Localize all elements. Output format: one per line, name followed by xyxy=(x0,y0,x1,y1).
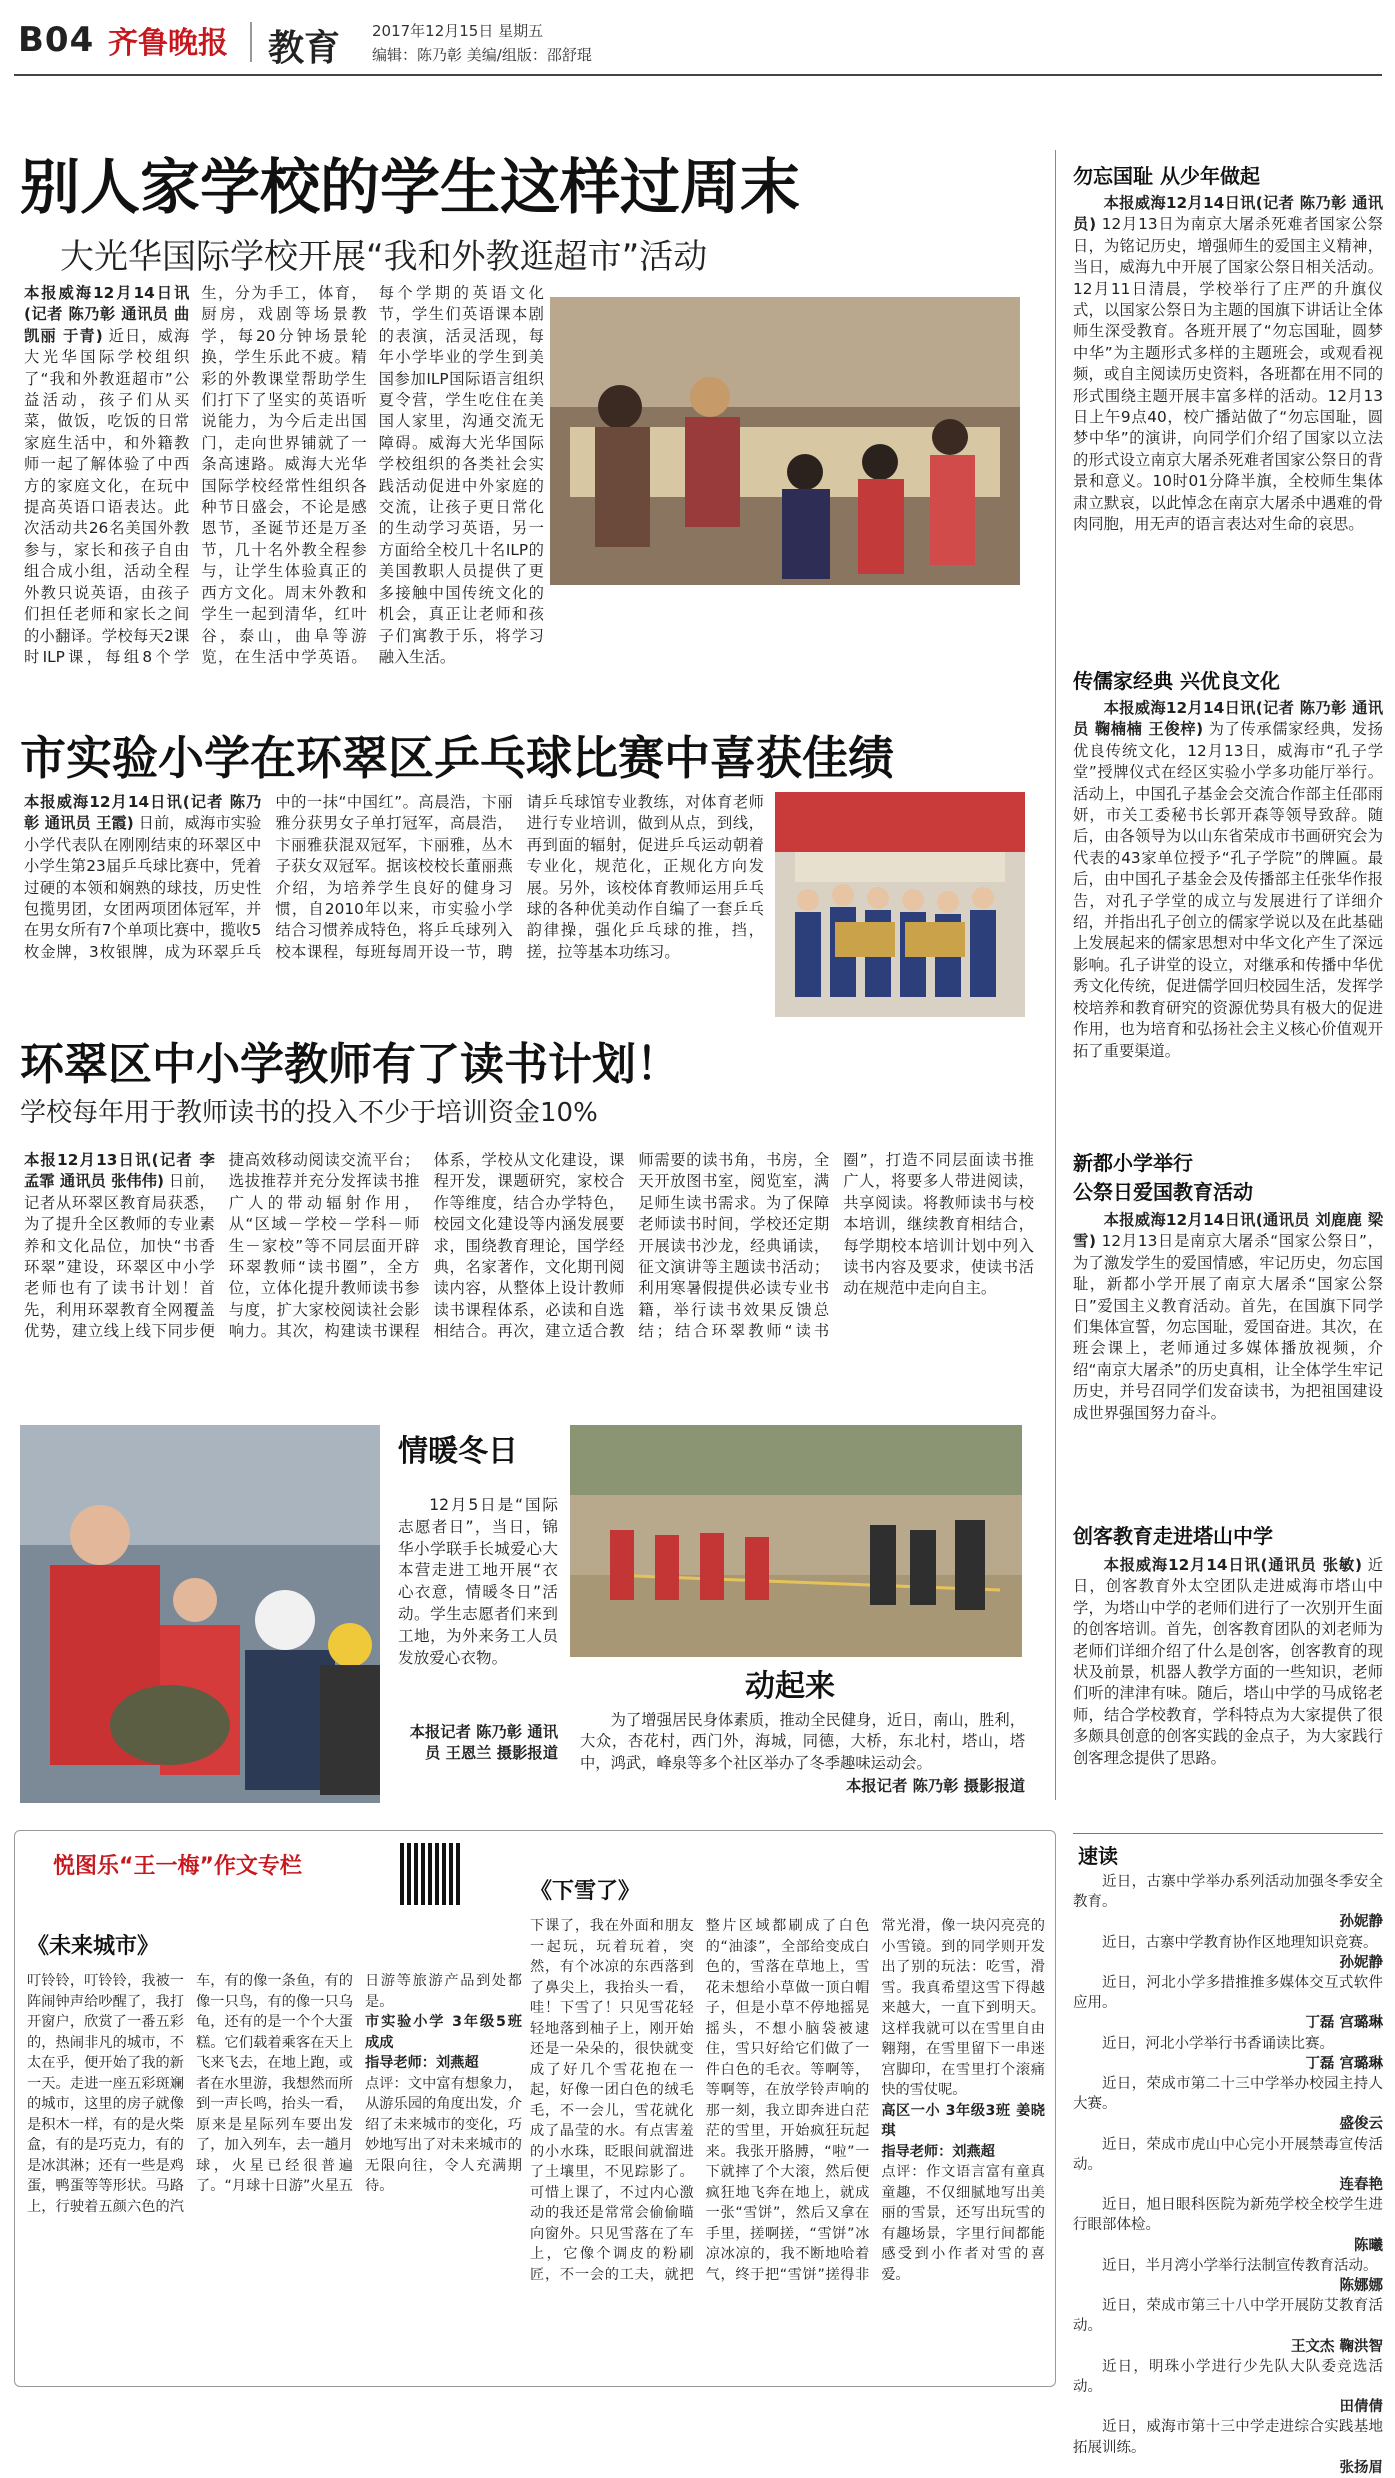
right-story3-text: 12月13日是南京大屠杀“国家公祭日”，为了激发学生的爱国情感，牢记历史，勿忘国耻，新都小学开展了南京大屠杀“国家公祭日”爱国主义教育活动。首先，在国旗下同学们集体宣誓，勿忘国耻，爱国奋进。其次，在班会课上，老师通过多媒体播放视频，介绍“南京大屠杀”的历史真相，让全体学生牢记历史，并号召同学们发奋读书，为把祖国建设成世界强国努力奋斗。 xyxy=(1073,1232,1383,1422)
story5-photo xyxy=(570,1425,1022,1657)
brief-item-author: 王文杰 鞠洪智 xyxy=(1290,2338,1383,2355)
issue-date: 2017年12月15日 星期五 xyxy=(372,22,544,40)
masthead xyxy=(0,0,1395,70)
brief-item-author: 孙妮静 xyxy=(1339,1954,1383,1971)
brief-item-author: 丁磊 宫璐琳 xyxy=(1305,2055,1383,2072)
story4-body: 12月5日是“国际志愿者日”，当日，锦华小学联手长城爱心大本营走进工地开展“衣心衣意，情暖冬日”活动。学生志愿者们来到工地，为外来务工人员发放爱心衣物。 xyxy=(398,1496,558,1667)
story4-headline: 情暖冬日 xyxy=(398,1434,518,1469)
masthead-divider xyxy=(250,22,252,62)
right-story3-body xyxy=(1073,1210,1383,1510)
masthead-rule xyxy=(14,74,1382,76)
brief-item-text: 近日，威海市第十三中学走进综合实践基地拓展训练。 xyxy=(1073,2419,1383,2456)
essay2-author: 高区一小 3年级3班 姜晓琪 xyxy=(881,2102,1045,2139)
story2-body xyxy=(24,792,764,1027)
right-story3-byline: 本报威海12月14日讯(通讯员 刘鹿鹿 梁雪) xyxy=(1073,1211,1383,1251)
right-story4-title: 创客教育走进塔山中学 xyxy=(1073,1524,1273,1548)
story1-subhead: 大光华国际学校开展“我和外教逛超市”活动 xyxy=(60,237,708,277)
right-story1-body xyxy=(1073,193,1383,655)
newspaper-logo: 齐鲁晚报 xyxy=(108,26,228,61)
essay-box-title: 悦图乐“王一梅”作文专栏 xyxy=(53,1854,302,1879)
story3-body xyxy=(24,1150,1034,1390)
right-story1-title: 勿忘国耻 从少年做起 xyxy=(1073,164,1260,188)
essay2-title: 《下雪了》 xyxy=(530,1879,641,1904)
story1-byline: 本报威海12月14日讯(记者 陈乃彰 通讯员 曲凯丽 于青) xyxy=(24,284,190,345)
brief-item-author: 田倩倩 xyxy=(1339,2399,1383,2416)
essay2-teacher: 指导老师：刘燕超 xyxy=(881,2143,995,2160)
essay2-comment: 点评：作文语言富有童真童趣，不仅细腻地写出美丽的雪景，还写出玩雪的有趣场景，字里行间都能感受到小作者对雪的喜爱。 xyxy=(881,2164,1045,2283)
page-number: B04 xyxy=(18,20,95,60)
story3-byline: 本报12月13日讯(记者 李孟霏 通讯员 张伟伟) xyxy=(24,1151,215,1191)
right-story1-text: 12月13日为南京大屠杀死难者国家公祭日，为铭记历史，增强师生的爱国主义精神，当日，威海九中开展了国家公祭日相关活动。12月11日清晨，学校举行了庄严的升旗仪式，以国家公祭日为主题的国旗下讲话让全体师生深受教育。各班开展了“勿忘国耻，圆梦中华”为主题形式多样的主题班会，或观看视频，或自主阅读历史资料，各班都在用不同的形式围绕主题开展丰富多样的活动。12月13日上午9点40，校广播站做了“勿忘国耻，圆梦中华”的演讲，向同学们介绍了国家以立法的形式设立南京大屠杀死难者国家公祭日的背景和意义。10时01分降半旗，全校师生集体肃立默哀，以此悼念在南京大屠杀中遇难的骨肉同胞，用无声的语言表达对生命的哀思。 xyxy=(1073,215,1383,534)
right-story1-byline: 本报威海12月14日讯(记者 陈乃彰 通讯员) xyxy=(1073,194,1383,234)
story5-body: 为了增强居民身体素质，推动全民健身，近日，南山，胜利，大众，杏花村，西门外，海城，同德，大桥，东北村，塔山，塔中，鸿武，峰泉等多个社区举办了冬季趣味运动会。 xyxy=(580,1711,1025,1772)
right-story4-byline: 本报威海12月14日讯(通讯员 张敏) xyxy=(1103,1556,1362,1574)
essay1-body xyxy=(27,1971,522,2376)
brief-item-text: 近日，旭日眼科医院为新苑学校全校学生进行眼部体检。 xyxy=(1073,2197,1383,2234)
right-story2-body xyxy=(1073,698,1383,1138)
right-story2-byline: 本报威海12月14日讯(记者 陈乃彰 通讯员 鞠楠楠 王俊梓) xyxy=(1073,699,1383,739)
right-story3-title-line2: 公祭日爱国教育活动 xyxy=(1073,1180,1253,1204)
essay-box xyxy=(14,1830,1056,2387)
brief-item-author: 陈曦 xyxy=(1354,2237,1383,2254)
story1-body xyxy=(24,283,544,703)
brief-item-author: 盛俊云 xyxy=(1339,2116,1383,2133)
right-story3-title-line1: 新都小学举行 xyxy=(1073,1151,1193,1175)
story2-byline: 本报威海12月14日讯(记者 陈乃彰 通讯员 王霞) xyxy=(24,793,262,833)
brief-item-text: 近日，古寨中学举办系列活动加强冬季安全教育。 xyxy=(1073,1874,1383,1911)
column-rule xyxy=(1055,150,1056,1800)
essay1-teacher: 指导老师：刘燕超 xyxy=(365,2055,479,2071)
story1-text: 近日，威海大光华国际学校组织了“我和外教逛超市”公益活动，孩子们从买菜，做饭，吃饭的日常家庭生活中，和外籍教师一起了解体验了中西方的家庭文化，在玩中提高英语口语表达。此次活动共26名美国外教参与，家长和孩子自由组合成小组，活动全程外教只说英语，由孩子们担任老师和家长之间的小翻译。学校每天2课时ILP课，每组8个学生，分为手工，体育，厨房，戏剧等场景教学，每20分钟场景轮换，学生乐此不疲。精彩的外教课堂帮助学生们打下了坚实的英语听说能力，为今后走出国门，走向世界铺就了一条高速路。威海大光华国际学校经常性组织各种节日盛会，不论是感恩节，圣诞节还是万圣节，几十名外教全程参与，让学生体验真正的西方文化。周末外教和学生一起到清华，红叶谷，泰山，曲阜等游览，在生活中学英语。每个学期的英语文化节，学生们英语课本剧的表演，活灵活现，每年小学毕业的学生到美国参加ILP国际语言组织夏令营，学生吃住在美国人家里，沟通交流无障碍。威海大光华国际学校组织的各类社会实践活动促进中外家庭的交流，让孩子更日常化的生动学习英语，另一方面给全校几十名ILP的美国教职人员提供了更多接触中国传统文化的机会，真正让老师和孩子们寓教于乐，将学习融入生活。 xyxy=(24,284,544,666)
brief-divider xyxy=(1073,1833,1383,1834)
brief-item-author: 陈娜娜 xyxy=(1339,2278,1383,2295)
right-story4-text: 近日，创客教育外太空团队走进威海市塔山中学，为塔山中学的老师们进行了一次别开生面的创客培训。首先，创客教育团队的刘老师为老师们详细介绍了什么是创客，创客教育的现状及前景，机器人教学方面的一些知识，老师们听的津津有味。随后，塔山中学的马成铭老师，结合学校教育，学科特点为大家提供了很多颇具创意的创客实践的金点子，为大家践行创客理念提供了思路。 xyxy=(1073,1556,1383,1767)
brief-item-author: 丁磊 宫璐琳 xyxy=(1305,2015,1383,2032)
essay1-comment: 点评：文中富有想象力，从游乐园的角度出发，介绍了未来城市的变化，巧妙地写出了对未来城市的无限向往，令人充满期待。 xyxy=(365,2075,522,2194)
brief-item-text: 近日，河北小学多措推推多媒体交互式软件应用。 xyxy=(1073,1975,1383,2012)
section-name: 教育 xyxy=(268,28,341,69)
editor-credits: 编辑：陈乃彰 美编/组版：邵舒琨 xyxy=(372,46,592,64)
brief-item-text: 近日，半月湾小学举行法制宣传教育活动。 xyxy=(1102,2257,1378,2274)
story1-body-cont xyxy=(550,592,1028,720)
brief-item-text: 近日，荣成市第二十三中学举办校园主持人大赛。 xyxy=(1073,2076,1383,2113)
brief-item-text: 近日，明珠小学进行少先队大队委竞选活动。 xyxy=(1073,2358,1383,2396)
story2-text: 日前，威海市实验小学代表队在刚刚结束的环翠区中小学生第23届乒乓球比赛中，凭着过硬的本领和娴熟的球技，历史性包揽男团，女团两项团体冠军，并在男女所有7个单项比赛中，揽收5枚金牌，3枚银牌，成为环翠乒乓中的一抹“中国红”。高晨浩，卞丽雅分获男女子单打冠军，高晨浩，卞丽雅获混双冠军，卞丽雅，丛木子获女双冠军。据该校校长董丽燕介绍，为培养学生良好的健身习惯，自2010年以来，市实验小学结合习惯养成特色，将乒乓球列入校本课程，每班每周开设一节，聘请乒乓球馆专业教练，对体育老师进行专业培训，做到从点，到线，再到面的辐射，促进乒乓运动朝着专业化，规范化，正规化方向发展。另外，该校体育教师运用乒乓球的各种优美动作自编了一套乒乓韵律操，强化乒乓球的推，挡，搓，拉等基本功练习。 xyxy=(24,793,764,961)
right-story4-body xyxy=(1073,1555,1383,1815)
right-story2-title: 传儒家经典 兴优良文化 xyxy=(1073,669,1280,693)
story5-credit: 本报记者 陈乃彰 摄影报道 xyxy=(846,1777,1025,1795)
brief-item-author: 孙妮静 xyxy=(1339,1914,1383,1931)
story2-photo xyxy=(775,792,1025,1017)
story3-text: 日前，记者从环翠区教育局获悉，为了提升全区教师的专业素养和文化品位，加快“书香环翠”建设，环翠区中小学老师也有了读书计划！首先，利用环翠教育全网覆盖优势，建立线上线下同步便捷高效移动阅读交流平台；选拔推荐并充分发挥读书推广人的带动辐射作用，从“区域－学校－学科－师生－家校”等不同层面开辟环翠教师“读书圈”，全方位，立体化提升教师读书参与度，扩大家校阅读社会影响力。其次，构建读书课程体系，学校从文化建设，课程开发，课题研究，家校合作等维度，结合办学特色，校园文化建设等内涵发展要求，围绕教育理论，国学经典，名家著作，文化期刊阅读内容，从整体上设计教师读书课程体系，必读和自选相结合。再次，建立适合教师需要的读书角，书房，全天开放图书室，阅览室，满足师生读书需求。为了保障老师读书时间，学校还定期开展读书沙龙，经典诵读，征文演讲等主题读书活动；利用寒暑假提供必读专业书籍，举行读书效果反馈总结；结合环翠教师“读书圈”，打造不同层面读书推广人，将要多人带进阅读，共享阅读。将教师读书与校本培训，继续教育相结合，每学期校本培训计划中列入读书内容及要求，使读书活动在规范中走向自主。 xyxy=(24,1151,1034,1341)
story4-credit: 本报记者 陈乃彰 通讯员 王恩兰 摄影报道 xyxy=(409,1723,558,1763)
brief-item-author: 连春艳 xyxy=(1339,2177,1383,2194)
story1-photo xyxy=(550,297,1020,585)
story5-headline: 动起来 xyxy=(745,1669,835,1704)
qr-code-icon xyxy=(400,1843,462,1905)
essay1-text: 叮铃铃，叮铃铃，我被一阵闹钟声给吵醒了，我打开窗户，欣赏了一番五彩的，热闹非凡的城市，不太在乎，便开始了我的新一天。走进一座五彩斑斓的城市，这里的房子就像是积木一样，有的是火柴盒，有的是巧克力，有的是冰淇淋；还有一些是鸡蛋，鸭蛋等等形状。马路上，行驶着五颜六色的汽车，有的像一条鱼，有的像一只鸟，有的像一只乌龟，还有的是一个个大蛋糕。它们载着乘客在天上飞来飞去，在地上跑，或者在水里游，我想然而所到一声长鸣，抬头一看，原来是星际列车要出发了，加入列车，去一趟月球，火星已经很普遍了。“月球十日游”火星五日游等旅游产品到处都是。 xyxy=(27,1973,522,2215)
story2-headline: 市实验小学在环翠区乒乓球比赛中喜获佳绩 xyxy=(20,731,894,785)
brief-list xyxy=(1073,1872,1383,2476)
right-story2-text: 为了传承儒家经典，发扬优良传统文化，12月13日，威海市“孔子学堂”授牌仪式在经区实验小学多功能厅举行。活动上，中国孔子基金会交流合作部主任邵雨妍，市关工委秘书长郭开森等领导致辞。随后，由各领导为以山东省荣成市书画研究会为代表的43家单位授予“孔子学院”的牌匾。最后，由中国孔子基金会及传播部主任张华作报告，对孔子学堂的成立与发展进行了详细介绍，并指出孔子创立的儒家学说以及在此基础上发展起来的儒家思想对中华文化产生了深远影响。孔子讲堂的设立，对继承和传播中华优秀文化传统，促进儒学回归校园生活，发挥学校培养和教育研究的资源优势具有极大的促进作用，也为培育和弘扬社会主义核心价值观开拓了重要渠道。 xyxy=(1073,720,1383,1060)
story3-subhead: 学校每年用于教师读书的投入不少于培训资金10% xyxy=(20,1098,598,1128)
essay2-text: 下课了，我在外面和朋友一起玩，玩着玩着，突然，有个冰凉的东西落到了鼻尖上，我抬头一看，哇！下雪了！只见雪花轻轻地落到柚子上，刚开始还是一朵朵的，很快就变成了好几个雪花抱在一起，好像一团白色的绒毛毛，不一会儿，雪花就化成了晶莹的水。有点害羞的小水珠，眨眼间就溜进了土壤里，不见踪影了。可惜上课了，不过内心激动的我还是常常会偷偷瞄向窗外。只见雪落在了车上，它像个调皮的粉刷匠，不一会的工夫，就把整片区域都刷成了白色的“油漆”，全部给变成白色的，雪落在草地上，雪花未想给小草做一顶白帽子，但是小草不停地摇晃摇头，不想小脑袋被逮住，雪只好给它们做了一件白色的毛衣。等啊等，等啊等，在放学铃声响的那一刻，我立即奔进白茫茫的雪里，开始疯狂玩起来。我张开胳膊，“啦”一下就摔了个大滚，然后便疯狂地飞奔在地上，就成一张“雪饼”，然后又拿在手里，搓啊搓，“雪饼”冰凉冰凉的，我不断地哈着气，终于把“雪饼”搓得非常光滑，像一块闪亮亮的小雪镜。到的同学则开发出了别的玩法：吃雪，滑雪。我真希望这雪下得越来越大，一直下到明天。这样我就可以在雪里自由翱翔，在雪里留下一串迷宫脚印，在雪里打个滚痛快的雪仗呢。 xyxy=(530,1918,1045,2283)
brief-item-text: 近日，荣成市第三十八中学开展防艾教育活动。 xyxy=(1073,2298,1383,2335)
story1-headline: 别人家学校的学生这样过周末 xyxy=(20,153,800,223)
essay1-title: 《未来城市》 xyxy=(27,1934,160,1959)
brief-title: 速读 xyxy=(1078,1844,1118,1868)
story3-headline: 环翠区中小学教师有了读书计划！ xyxy=(20,1039,680,1090)
story4-photo xyxy=(20,1425,380,1803)
brief-item-author: 张扬眉 xyxy=(1339,2459,1383,2476)
essay2-body xyxy=(530,1916,1045,2376)
brief-item-text: 近日，荣成市虎山中心完小开展禁毒宣传活动。 xyxy=(1073,2136,1383,2173)
essay1-author: 市实验小学 3年级5班 成成 xyxy=(365,2014,522,2051)
brief-item-text: 近日，河北小学举行书香诵读比赛。 xyxy=(1102,2035,1334,2052)
brief-item-text: 近日，古寨中学教育协作区地理知识竞赛。 xyxy=(1102,1934,1378,1951)
